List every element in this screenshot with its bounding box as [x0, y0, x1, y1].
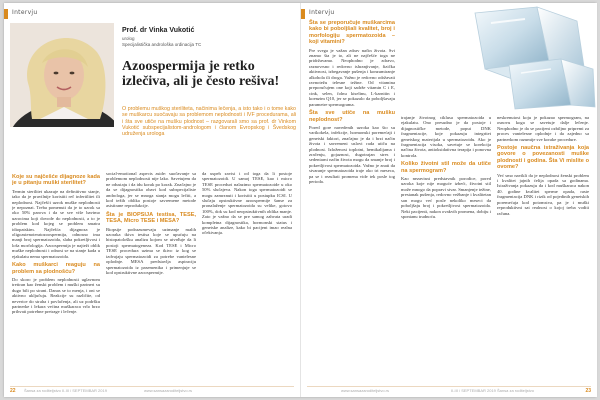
section-marker	[301, 9, 305, 19]
question-heading: Šta je BIOPSIJA testisa, TESE, TESA, Micro TESE i MESA?	[106, 211, 196, 225]
left-column-3	[202, 171, 292, 383]
article-title: Azoospermija je retko izlečiva, ali je često rešiva!	[122, 59, 280, 89]
question-heading: Koliko životni stil može da utiče na spermogram?	[401, 161, 491, 174]
answer-paragraph: trajanje životnog ciklusa spermatozoida u ejakulatu. Ono presudno je da postoje i dijagnostičke metode, poput DNK fragmentacije, koje pokazuju integritet genetskog materijala u spermatozoidu. Ako je fragmentacija visoka, savetuje se korekcija načina života, antioksidativna terapija i ponovna kontrola.	[401, 115, 491, 158]
page-number: 22	[10, 388, 16, 394]
footer-website: www.sansazaroditeljstvo.rs	[144, 388, 193, 393]
answer-paragraph: da uspeh zavisi i od toga da li postoje spermatozoidi. U samoj TESE, kao i micro TESE proceduri nalazimo spermatozoide u oko 50% slučajeva. Nakon toga spermatozoidi se mogu zamrznuti i koristiti u postupku ICSI. U slučaju opstruktivne azoospermije šanse za pronalaženje spermatozoida su velike, gotovo 100%, dok su kod neopstruktivnih oblika manje. Zato je važno da se pre samog zahvata uradi kompletna dijagnostika, hormonski status i genetske analize, kako bi pacijent imao realna očekivanja.	[202, 171, 292, 236]
right-page	[300, 3, 597, 397]
question-heading: Šta sve utiče na mušku neplodnost?	[309, 110, 395, 123]
answer-paragraph: Do skoro je problem neplodnosti uglavnom tretiran kao ženski problem i muški partneri su dugo bili po strani. Danas se to menja, i oni se aktivno uključuju. Reakcije su različite, od neverice do straha i povlačenja, ali uz podršku partnerke i lekara većina muškaraca vrlo brzo prihvati potrebne pretrage i lečenje.	[12, 276, 100, 315]
question-heading: Koje su najčešće dijagnoze kada je u pitanju muški sterilitet?	[12, 174, 100, 187]
right-column-1	[309, 17, 395, 383]
section-label: Intervju	[12, 9, 38, 16]
answer-paragraph: Biopsije podrazumevaju uzimanje malih uzoraka tkiva testisa koje se upućuju na histopatološku analizu kojom se utvrđuje da li postoji spermatogeneza. Kod TESE i Micro TESE procedura uzima se tkivo iz kog se izdvajaju spermatozoidi za potrebe vantelesne oplodnje. MESA predstavlja aspiraciju spermatozoida iz pasemenika i primenjuje se kod opstruktivne azoospermije.	[106, 226, 196, 275]
left-column-2	[106, 171, 196, 383]
answer-paragraph: Pre svega je važan zdrav način života. Svi znamo šta je to, ali ne najčešće toga ne pridržavamo. Neophodno je zdravo, raznovrsno i redovno ishranjivanje, fizička aktivnost, izbegavanje pušenja i konzumiranje alkohola ili droga. Važno je redovno održavati ravnotežu telesne težine. Od vitamina preporučujem one koji sadrže vitamin C i E, cink, selen, folnu kiselinu, L-karnitin i koenzim Q10, jer se pokazalo da poboljšavaju parametre spermograma.	[309, 47, 395, 107]
section-marker	[4, 9, 8, 19]
doctor-role-line: urolog	[122, 36, 135, 41]
page-number: 23	[585, 388, 591, 394]
answer-paragraph: Kao nezavisni predstavnik porodice, pored uzroka koje nije moguće izbeći, životni stil može mnogo da popravi stvar. Smanjenje težine, prestanak pušenja, redovno vežbanje i kvalitetan san mogu već posle nekoliko meseci da poboljšaju broj i pokretljivost spermatozoida. Neki pacijenti, nakon ovakvih promena, dobiju i spontanu trudnoću.	[401, 176, 491, 219]
ice-cubes-image	[445, 3, 597, 111]
section-label: Intervju	[309, 9, 335, 16]
answer-paragraph: neskrenutost koju je pokazao spermogram, na osnovu koga se savetuje dalje lečenje. Neophodno je da se pacijent ozbiljno pripremi za proces vantelesne oplodnje i da zajedno sa partnerkom razumije sve korake procedure.	[497, 115, 589, 142]
left-page	[4, 3, 300, 397]
question-heading: Kako muškarci reaguju na problem sa plodnošću?	[12, 262, 100, 275]
left-column-1	[12, 171, 100, 383]
question-heading: Šta se preporučuje muškarcima kako bi poboljšali kvalitet, broj i morfologiju spermatozoida – koji vitamini?	[309, 20, 395, 46]
article-lead: O problemu muškog steriliteta, načinima lečenja, a isto tako i o tome kako se muškarcu suočavaju sa problemom neplodnosti i IVF procedurama, ali i šta sve utiče na mušku plodnost – razgovarali smo sa prof. dr Vinkom Vukotić subspecijalistom-andrologom i članom Evropskog i Švedskog udruženja urologa	[122, 106, 296, 138]
doctor-name: Prof. dr Vinka Vukotić	[122, 27, 195, 34]
footer-divider	[10, 386, 294, 387]
footer-divider	[307, 386, 591, 387]
doctor-portrait-image	[10, 23, 114, 127]
right-column-2	[401, 115, 491, 383]
question-heading: Postoje naučna istraživanja koja govore o povezanosti muške plodnosti i godina. Šta Vi mislite o ovome?	[497, 145, 589, 171]
right-column-3	[497, 115, 589, 383]
answer-paragraph: Pored gore navedenih uzroka kao što su varikokela, infekcije, hormonski poremećaji i genetski faktori, značajno je da i brzi način života i savremeni uslovi rada utiču na plodnost. Izloženost toplotni, hemikalijama i zračenju, gojaznost, dugotrajan stres i sedentarni način života mogu da smanje broj i pokretljivost spermatozoida. Važno je znati da stvaranje spermatozoida traje oko tri meseca, pa se i rezultati promena vide tek posle tog perioda.	[309, 124, 395, 184]
answer-paragraph: Termin sterilitet ukazuje na definitivno stanje, tako da je pravilnije koristiti reč infertilitet ili neplodnost. Najčešći uzrok muške neplodnosti je nepoznat. Treba pomenuti da je to uzrok sa oko 50% parova i da se sve više bavimo uzrocima koji dovode do neplodnosti, a to je problem kod kojeg se problem smatra idiopatskim. Najčešća dijagnoza je oligoastenoteratozoospermija, odnosno ima manji broj spermatozoida, slaba pokretljivost i loša morfologija. Azoospermija je najteži oblik muške neplodnosti i odnosi se na stanje kada u ejakulatu nema spermatozoida.	[12, 188, 100, 259]
doctor-affiliation-line: Specijalistička androloška ordinacija TC	[122, 41, 202, 47]
footer-issue: Šansa za roditeljstvo II-III / SEPTEMBAR 2019	[24, 388, 107, 393]
doctor-photo	[10, 23, 114, 127]
footer-website: www.sansazaroditeljstvo.rs	[341, 388, 390, 393]
footer-issue: II-III / SEPTEMBAR 2019 Šansa za roditeljstvo	[451, 388, 534, 393]
magazine-spread	[4, 3, 596, 397]
doctor-role	[122, 36, 201, 47]
answer-paragraph: Već smo navikli da je neplodnost ženski problem i kvalitet jajnih ćelija opada sa godinama. Istraživanja pokazuju da i kod muškaraca nakon 40. godine kvalitet sperme opada, raste fragmentacija DNK i rizik od pojedinih genetskih poremećaja kod potomstva, pa je i muški reproduktivni sat realnost o kojoj treba voditi računa.	[497, 172, 589, 216]
answer-paragraph: social-emotional aspects aside: suočavanje sa problemom neplodnosti nije lako. Savetujem da ne odustaju i da idu korak po korak. Značajno je da se dijagnostika obavi kod subspecijaliste androloga, jer se mnoga stanja mogu lečiti, a kod težih oblika postoje savremene metode asistirane reprodukcije.	[106, 171, 196, 209]
